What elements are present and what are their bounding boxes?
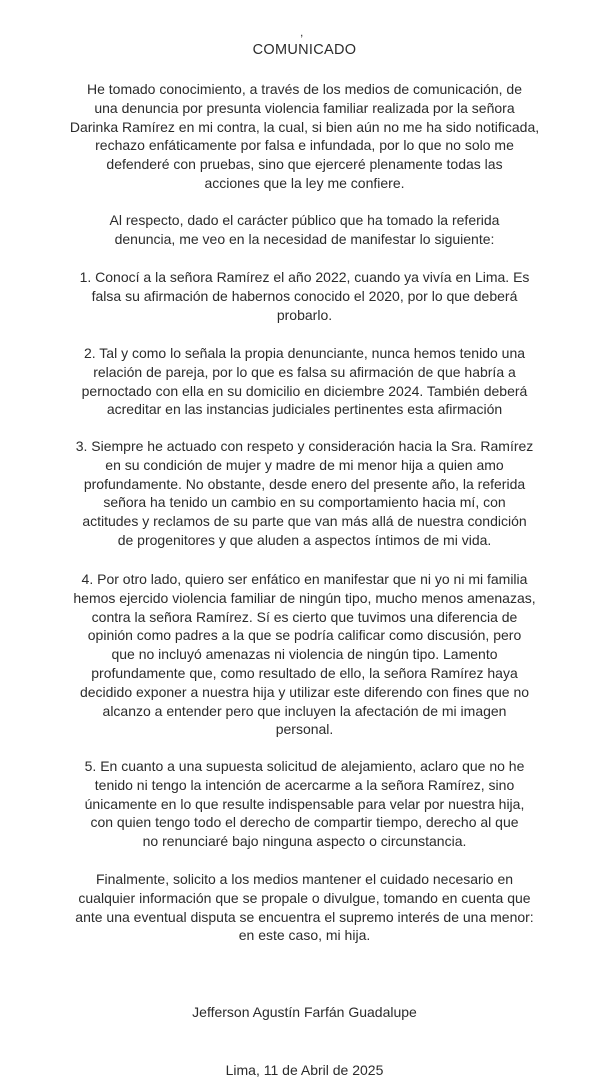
paragraph-line: de progenitores y que aluden a aspectos íntimos de mi vida. [117, 531, 492, 548]
paragraph-line: no renunciaré bajo ninguna aspecto o circunstancia. [142, 833, 467, 850]
paragraph-line: 1. Conocí a la señora Ramírez el año 2022, cuando ya vivía en Lima. Es [79, 269, 530, 285]
place-and-date: Lima, 11 de Abril de 2025 [225, 1062, 384, 1078]
paragraph-line: pernoctado con ella en su domicilio en diciembre 2024. También deberá [81, 382, 528, 399]
point-2-paragraph [40, 344, 569, 419]
paragraph-line: relación de pareja, por lo que es falsa su afirmación de que habría a [93, 363, 516, 380]
paragraph-line: en este caso, mi hija. [238, 927, 371, 944]
paragraph-line: una denuncia por presunta violencia familiar realizada por la señora [94, 99, 515, 116]
paragraph-line: personal. [275, 721, 334, 738]
closing-paragraph [40, 870, 569, 945]
paragraph-line: que no incluyó amenazas ni violencia de ningún tipo. Lamento [111, 646, 498, 663]
paragraph-line: 3. Siempre he actuado con respeto y consideración hacia la Sra. Ramírez [75, 438, 534, 454]
paragraph-line: actitudes y reclamos de su parte que van más allá de nuestra condición [82, 513, 527, 530]
point-5-paragraph [40, 757, 569, 851]
paragraph-line: acciones que la ley me confiere. [204, 174, 405, 191]
paragraph-line: probarlo. [276, 306, 333, 323]
paragraph-line: Al respecto, dado el carácter público que ha tomado la referida [109, 212, 500, 228]
intro-paragraph [40, 80, 569, 193]
paragraph-line: con quien tengo todo el derecho de compartir tiempo, derecho al que [90, 814, 519, 831]
paragraph-line: Finalmente, solicito a los medios mantener el cuidado necesario en [95, 871, 514, 887]
point-4-paragraph [40, 570, 569, 739]
paragraph-line: 2. Tal y como lo señala la propia denunciante, nunca hemos tenido una [83, 345, 526, 361]
page-title: COMUNICADO [252, 42, 357, 58]
paragraph-line: defenderé con pruebas, sino que ejerceré plenamente todas las [106, 156, 503, 173]
paragraph-line: falsa su afirmación de habernos conocido el 2020, por lo que deberá [91, 287, 518, 304]
signature-name: Jefferson Agustín Farfán Guadalupe [192, 1004, 417, 1020]
paragraph-line: Darinka Ramírez en mi contra, la cual, si bien aún no me ha sido notificada, [69, 118, 540, 135]
paragraph-line: tenido ni tengo la intención de acercarme a la señora Ramírez, sino [94, 776, 515, 793]
paragraph-line: rechazo enfáticamente por falsa e infundada, por lo que no solo me [95, 137, 514, 154]
point-1-paragraph [40, 268, 569, 324]
point-3-paragraph [40, 437, 569, 550]
context-paragraph [40, 211, 569, 249]
paragraph-line: 5. En cuanto a una supuesta solicitud de alejamiento, aclaro que no he [84, 758, 525, 774]
paragraph-line: señora ha tenido un cambio en su comportamiento hacia mí, con [103, 494, 506, 511]
paragraph-line: profundamente. No obstante, desde enero del presente año, la referida [83, 475, 526, 492]
punctuation-mark: , [300, 25, 304, 39]
paragraph-line: contra la señora Ramírez. Sí es cierto que tuvimos una diferencia de [91, 608, 518, 625]
paragraph-line: hemos ejercido violencia familiar de ningún tipo, mucho menos amenazas, [73, 589, 536, 606]
paragraph-line: denuncia, me veo en la necesidad de manifestar lo siguiente: [114, 230, 495, 247]
paragraph-line: ante una eventual disputa se encuentra el supremo interés de una menor: [75, 908, 534, 925]
paragraph-line: decidido exponer a nuestra hija y utilizar este diferendo con fines que no [79, 683, 530, 700]
paragraph-line: profundamente que, como resultado de ello, la señora Ramírez haya [91, 664, 518, 681]
paragraph-line: opinión como padres a la que se podría calificar como discusión, pero [87, 627, 522, 644]
paragraph-line: acreditar en las instancias judiciales pertinentes esta afirmación [106, 401, 503, 418]
paragraph-line: He tomado conocimiento, a través de los medios de comunicación, de [86, 81, 522, 97]
paragraph-line: únicamente en lo que resulte indispensable para velar por nuestra hija, [84, 795, 525, 812]
paragraph-line: cualquier información que se propale o divulgue, tomando en cuenta que [78, 889, 531, 906]
paragraph-line: en su condición de mujer y madre de mi menor hija a quien amo [105, 456, 504, 473]
paragraph-line: alcanzo a entender pero que incluyen la afectación de mi imagen [102, 702, 507, 719]
paragraph-line: 4. Por otro lado, quiero ser enfático en manifestar que ni yo ni mi familia [81, 571, 528, 587]
